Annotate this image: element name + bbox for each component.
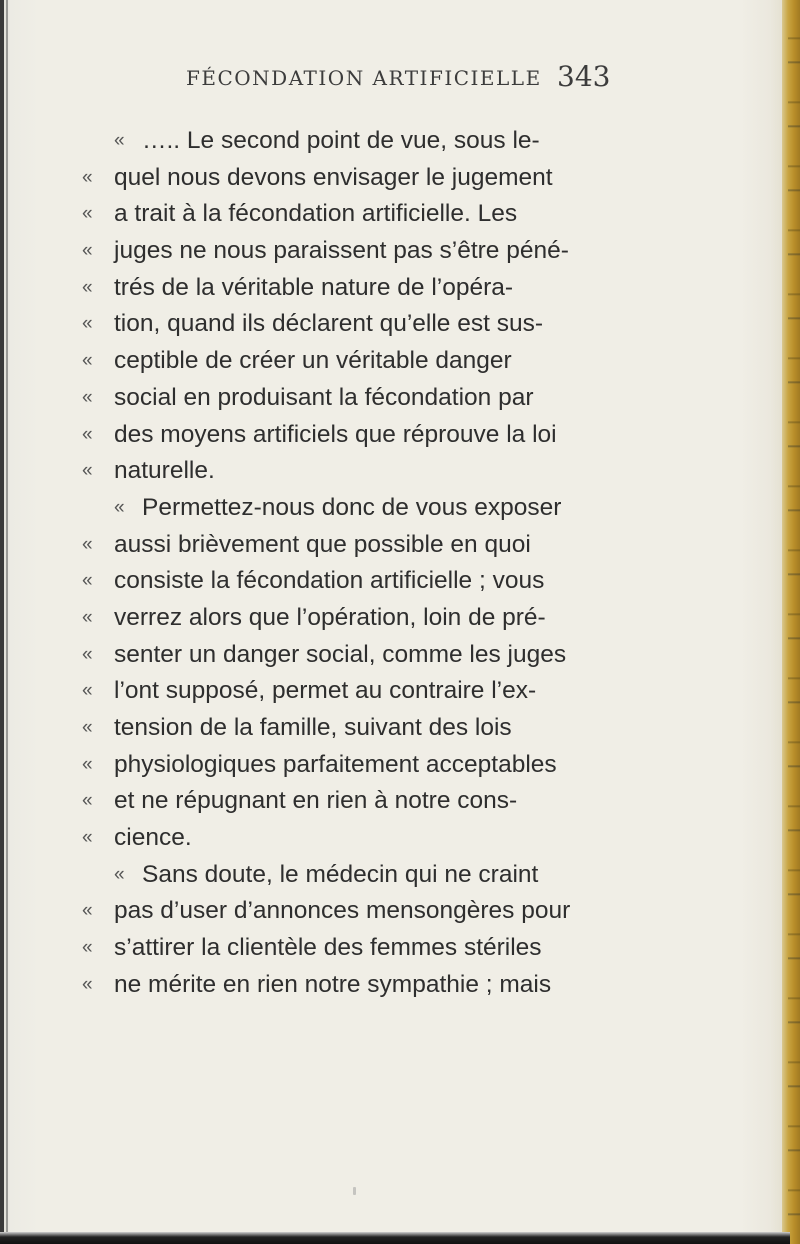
quote-mark: « <box>82 240 93 262</box>
text-line <box>82 527 722 564</box>
text-line <box>82 490 722 527</box>
page-number: 343 <box>557 60 611 93</box>
text-line <box>82 380 722 417</box>
text-line <box>82 233 722 270</box>
text-line <box>82 930 722 967</box>
page-header <box>0 62 800 102</box>
line-text: des moyens artificiels que réprouve la loi <box>114 420 557 448</box>
line-text: aussi brièvement que possible en quoi <box>114 530 531 558</box>
line-text: trés de la véritable nature de l’opéra- <box>114 273 514 301</box>
text-line <box>82 820 722 857</box>
text-line <box>82 673 722 710</box>
line-text: Sans doute, le médecin qui ne craint <box>142 860 539 888</box>
text-line <box>82 417 722 454</box>
text-line <box>82 783 722 820</box>
page-left-edge-shadow <box>6 0 8 1244</box>
line-text: juges ne nous paraissent pas s’être péné- <box>114 237 569 265</box>
quote-mark: « <box>82 276 93 298</box>
quote-mark: « <box>82 423 93 445</box>
line-text: consiste la fécondation artificielle ; vous <box>114 567 545 595</box>
quote-mark: « <box>114 496 125 518</box>
quote-mark: « <box>114 863 125 885</box>
text-line <box>82 270 722 307</box>
quote-mark: « <box>82 313 93 335</box>
line-text: senter un danger social, comme les juges <box>114 640 567 668</box>
line-text: et ne répugnant en rien à notre cons- <box>114 787 518 815</box>
quote-mark: « <box>82 570 93 592</box>
line-text: naturelle. <box>114 457 215 485</box>
text-line <box>82 453 722 490</box>
text-line <box>82 637 722 674</box>
quote-mark: « <box>82 533 93 555</box>
text-line <box>82 600 722 637</box>
quote-mark: « <box>82 937 93 959</box>
adjacent-page-marks <box>788 0 800 1244</box>
text-line <box>82 563 722 600</box>
line-text: pas d’user d’annonces mensongères pour <box>114 897 571 925</box>
running-head: FÉCONDATION ARTIFICIELLE <box>186 66 542 90</box>
quote-mark: « <box>114 130 125 151</box>
line-text: social en produisant la fécondation par <box>114 383 534 411</box>
quote-mark: « <box>82 790 93 812</box>
line-text: Permettez-nous donc de vous exposer <box>142 493 562 521</box>
quote-mark: « <box>82 350 93 372</box>
text-line <box>82 857 722 894</box>
line-text: quel nous devons envisager le jugement <box>114 163 553 191</box>
quote-mark: « <box>82 827 93 849</box>
text-line <box>82 196 722 233</box>
quote-mark: « <box>82 386 93 408</box>
text-line <box>82 710 722 747</box>
line-text: verrez alors que l’opération, loin de pré- <box>114 603 546 631</box>
quote-mark: « <box>82 973 93 995</box>
page-left-edge <box>0 0 4 1244</box>
text-line <box>82 893 722 930</box>
line-text: s’attirer la clientèle des femmes stériles <box>114 934 542 962</box>
quote-mark: « <box>82 203 93 225</box>
text-line <box>82 967 722 1004</box>
text-line <box>82 306 722 343</box>
text-line <box>82 160 722 197</box>
quote-mark: « <box>82 680 93 702</box>
page-bottom-edge <box>0 1232 790 1244</box>
quote-mark: « <box>82 753 93 775</box>
text-line <box>82 343 722 380</box>
text-line <box>82 123 722 160</box>
quote-mark: « <box>82 606 93 628</box>
line-text: cience. <box>114 824 192 852</box>
line-text: ceptible de créer un véritable danger <box>114 347 512 375</box>
quote-mark: « <box>82 460 93 482</box>
line-text: l’ont supposé, permet au contraire l’ex- <box>114 677 537 705</box>
text-line <box>82 747 722 784</box>
quote-mark: « <box>82 166 93 188</box>
line-text: ….. Le second point de vue, sous le- <box>142 127 540 154</box>
page-speck <box>353 1187 356 1195</box>
quote-mark: « <box>82 643 93 665</box>
line-text: tension de la famille, suivant des lois <box>114 714 512 741</box>
body-text <box>82 123 722 1004</box>
quote-mark: « <box>82 900 93 922</box>
line-text: physiologiques parfaitement acceptables <box>114 750 557 778</box>
line-text: tion, quand ils déclarent qu’elle est sus- <box>114 310 544 338</box>
line-text: ne mérite en rien notre sympathie ; mais <box>114 970 552 998</box>
quote-mark: « <box>82 717 93 738</box>
line-text: a trait à la fécondation artificielle. Les <box>114 200 518 228</box>
